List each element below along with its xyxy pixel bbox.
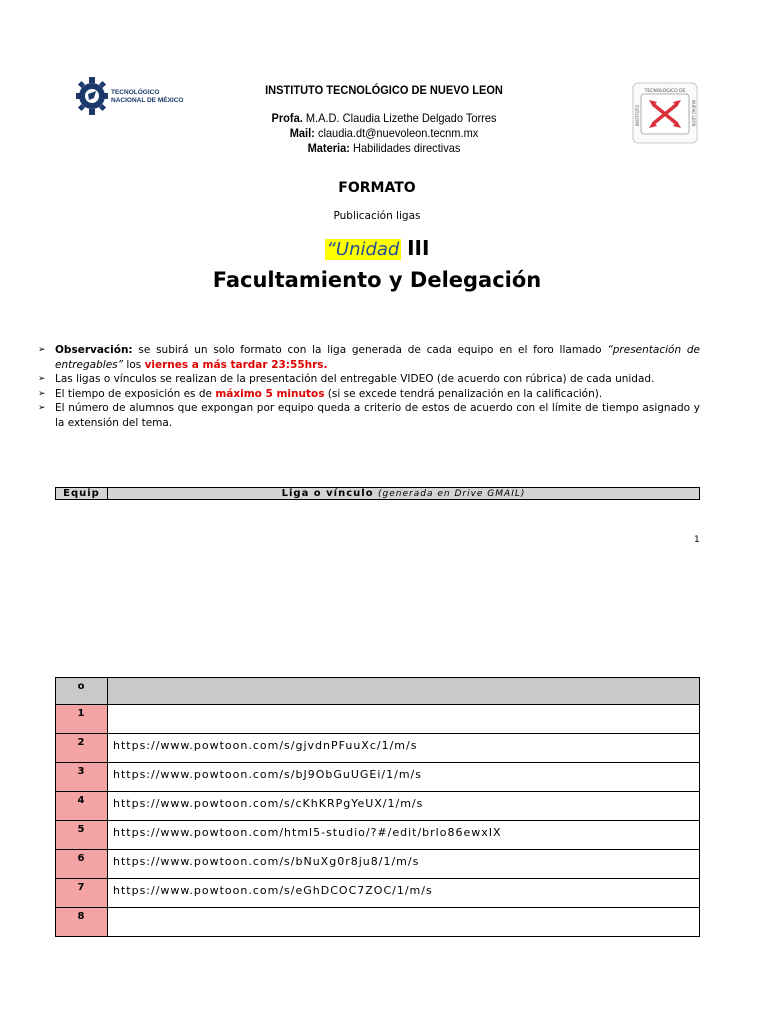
- team-number: 2: [56, 734, 108, 763]
- team-number: 8: [56, 908, 108, 937]
- itnl-seal-logo: [632, 82, 698, 144]
- mail-line: Mail: claudia.dt@nuevoleon.tecnm.mx: [289, 126, 479, 140]
- team-number: 7: [56, 879, 108, 908]
- arrow-bullet-icon: ➢: [38, 403, 46, 413]
- professor-line: Profa. M.A.D. Claudia Lizethe Delgado Torres: [271, 111, 497, 125]
- table-header-row: [56, 678, 700, 705]
- deadline-text: viernes a más tardar 23:55hrs.: [144, 358, 328, 371]
- table-row: [56, 763, 700, 792]
- formato-title: FORMATO: [338, 180, 416, 196]
- observation-item: ➢ Las ligas o vínculos se realizan de la presentación del entregable VIDEO (de acuerdo con rúbrica) de cada unidad.: [38, 373, 655, 385]
- team-link[interactable]: https://www.powtoon.com/s/bNuXg0r8ju8/1/m/s: [108, 850, 700, 879]
- unidad-word: “Unidad: [326, 239, 400, 260]
- unidad-heading: [0, 236, 754, 260]
- team-link[interactable]: https://www.powtoon.com/s/cKhKRPgYeUX/1/m/s: [108, 792, 700, 821]
- arrow-bullet-icon: ➢: [38, 374, 46, 384]
- team-column-header-continuation: o: [56, 678, 108, 705]
- table-row: [56, 705, 700, 734]
- observation-item: ➢ El número de alumnos que expongan por equipo queda a criterio de estos de acuerdo con el límite de tiempo asignado y la extensión del tema.: [38, 402, 700, 429]
- team-link[interactable]: https://www.powtoon.com/html5-studio/?#/edit/brlo86ewxIX: [108, 821, 700, 850]
- seal-icon: [632, 82, 698, 144]
- logo-text-line1: TECNOLÓGICO: [111, 89, 160, 96]
- institute-name: INSTITUTO TECNOLÓGICO DE NUEVO LEON: [265, 83, 503, 97]
- format-subtitle: Publicación ligas: [333, 210, 421, 222]
- table-row: [56, 792, 700, 821]
- svg-text:TECNOLÓGICO DE: TECNOLÓGICO DE: [644, 89, 686, 94]
- observations-list: [38, 343, 700, 430]
- unidad-number: III: [407, 236, 430, 260]
- team-link[interactable]: [108, 908, 700, 937]
- link-column-header-empty: [108, 678, 700, 705]
- table-row: [56, 908, 700, 937]
- table-row: [56, 879, 700, 908]
- arrow-bullet-icon: ➢: [38, 345, 46, 355]
- page-number: 1: [694, 535, 700, 545]
- team-number: 3: [56, 763, 108, 792]
- table-row: [56, 821, 700, 850]
- table-row: [56, 734, 700, 763]
- team-number: 6: [56, 850, 108, 879]
- arrow-bullet-icon: ➢: [38, 388, 46, 399]
- team-number: 1: [56, 705, 108, 734]
- observation-item: ➢ Observación: se subirá un solo formato con la liga generada de cada equipo en el foro llamado “presentación de entregables” los viernes a más tardar 23:55hrs.: [38, 344, 700, 371]
- logo-text-line2: NACIONAL DE MÉXICO: [111, 97, 184, 104]
- team-link[interactable]: https://www.powtoon.com/s/gjvdnPFuuXc/1/m/s: [108, 734, 700, 763]
- topic-title: Facultamiento y Delegación: [212, 268, 542, 292]
- team-number: 4: [56, 792, 108, 821]
- team-column-header: Equip: [56, 488, 108, 499]
- svg-text:INSTITUTO: INSTITUTO: [635, 104, 640, 126]
- links-table: [55, 677, 700, 937]
- observation-item: ➢ El tiempo de exposición es de máximo 5 minutos (si se excede tendrá penalización en la calificación).: [38, 387, 603, 400]
- team-link[interactable]: https://www.powtoon.com/s/eGhDCOC7ZOC/1/m/s: [108, 879, 700, 908]
- team-number: 5: [56, 821, 108, 850]
- max-time-text: máximo 5 minutos: [215, 387, 325, 400]
- links-table-header: [55, 487, 700, 500]
- link-column-header: Liga o vínculo (generada en Drive GMAIL): [281, 488, 526, 499]
- materia-line: Materia: Habilidades directivas: [307, 141, 461, 155]
- team-link[interactable]: https://www.powtoon.com/s/bJ9ObGuUGEi/1/m/s: [108, 763, 700, 792]
- team-link[interactable]: [108, 705, 700, 734]
- table-row: [56, 850, 700, 879]
- svg-text:NUEVO LEÓN: NUEVO LEÓN: [691, 100, 696, 127]
